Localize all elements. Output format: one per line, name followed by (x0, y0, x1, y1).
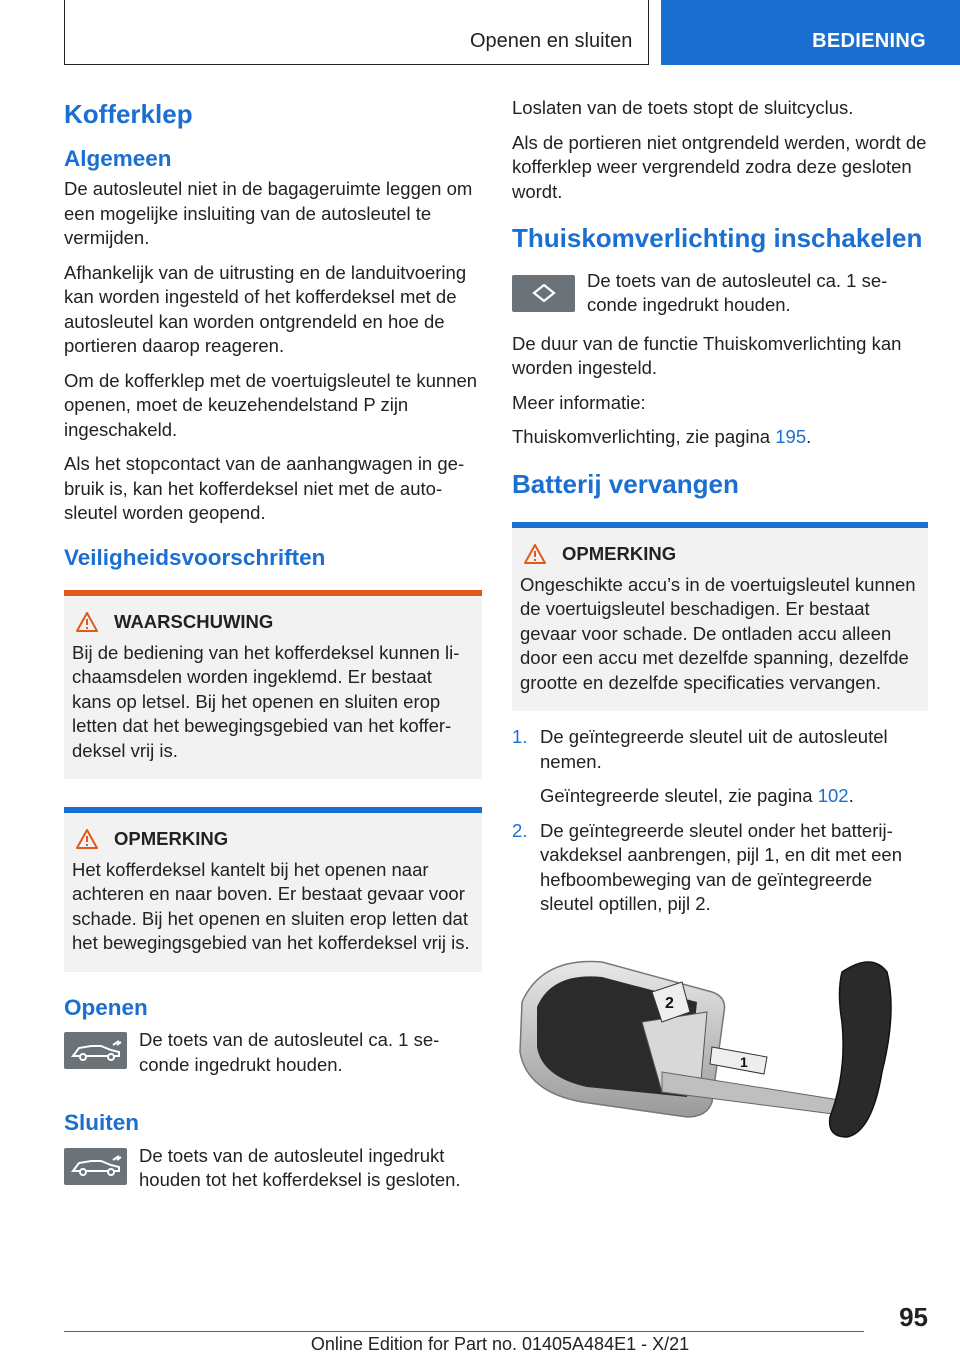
note-label: OPMERKING (114, 828, 229, 849)
page-link-195[interactable]: 195 (775, 426, 807, 447)
heading-algemeen: Algemeen (64, 145, 172, 171)
step-number: 1. (512, 726, 528, 747)
warning-triangle-icon (76, 612, 98, 632)
footer-edition: Online Edition for Part no. 01405A484E1 - X/21 (310, 1334, 690, 1354)
key-battery-illustration (512, 952, 928, 1152)
heading-sluiten: Sluiten (64, 1110, 140, 1135)
paragraph: Om de kofferklep met de voertuigsleutel te kunnen openen, moet de keuzehendelstand P zijn ingeschakeld. (64, 369, 478, 440)
paragraph: Als de portieren niet ontgrendeld werden, wordt de kofferklep weer vergrendeld zodra deze gesloten wordt. (512, 131, 927, 202)
step-number: 2. (512, 819, 528, 841)
cross-reference: Geïntegreerde sleutel, zie pagina 102. (540, 785, 854, 806)
list-item (512, 819, 928, 917)
note-text: Het kofferdeksel kantelt bij het openen naar achteren en naar boven. Er bestaat gevaar voor schade. Bij het openen en sluiten erop letten dat het bewegingsgebied van het kofferdeksel vrij is. (72, 858, 470, 953)
cross-reference: Thuiskomverlichting, zie pagina 195. (512, 426, 812, 447)
arrow-1-icon (710, 1047, 767, 1074)
paragraph: Meer informatie: (512, 391, 646, 413)
paragraph: De duur van de functie Thuiskomverlichting kan worden ingesteld. (512, 332, 902, 378)
note-triangle-icon (524, 544, 546, 564)
section-title-thuiskomverlichting: Thuiskomverlichting inschakelen (512, 223, 923, 253)
section-title-kofferklep: Kofferklep (64, 99, 193, 129)
svg-text:2: 2 (665, 995, 674, 1012)
openen-text: De toets van de autosleutel ca. 1 seconde ingedrukt houden. (139, 1029, 440, 1075)
note-text: Ongeschikte accu’s in de voertuigsleutel kunnen de voertuigsleutel beschadigen. Er bestaat gevaar voor schade. De ontladen accu alleen door een accu met dezelfde spanning, dezelfde grootte en dezelfde specificaties vervangen. (520, 573, 916, 693)
right-column (512, 96, 928, 927)
note-box-battery (512, 522, 928, 711)
page-number: 95 (899, 1302, 928, 1332)
sluiten-instruction (64, 1144, 482, 1193)
thuiskom-instruction (512, 269, 928, 318)
paragraph: Als het stopcontact van de aanhangwagen in gebruik is, kan het kofferdeksel niet met de autosleutel worden geopend. (64, 453, 465, 523)
page-link-102[interactable]: 102 (817, 785, 849, 806)
sluiten-text: De toets van de autosleutel ingedrukt houden tot het kofferdeksel is gesloten. (139, 1144, 461, 1190)
warning-text: Bij de bediening van het kofferdeksel kunnen lichaamsdelen worden ingeklemd. Er bestaat kans op letsel. Bij het openen en sluiten erop letten dat het bewegingsgebied van het kofferdeksel vrij is. (72, 641, 460, 761)
note-triangle-icon (76, 829, 98, 849)
svg-text:1: 1 (740, 1054, 748, 1070)
heading-openen: Openen (64, 994, 148, 1020)
paragraph: De autosleutel niet in de bagageruimte leggen om een mogelijke insluiting van de autosleutel te vermijden. (64, 178, 473, 248)
home-light-button-icon (512, 275, 575, 312)
thuiskom-icon-text: De toets van de autosleutel ca. 1 seconde ingedrukt houden. (587, 269, 888, 315)
footer-rule (64, 1331, 864, 1332)
step-text: De geïntegreerde sleutel onder het batterijvakdeksel aanbrengen, pijl 1, en dit met een hefboombeweging van de geïntegreerde sleutel optillen, pijl 2. (540, 819, 903, 914)
step-list (512, 725, 928, 917)
section-title-batterij: Batterij vervangen (512, 468, 739, 499)
left-column (64, 96, 482, 1207)
paragraph: Loslaten van de toets stopt de sluitcyclus. (512, 97, 854, 118)
step-text: De geïntegreerde sleutel uit de autosleutel nemen. (540, 726, 888, 772)
list-item (512, 725, 928, 809)
header-section-title: Openen en sluiten (470, 30, 633, 52)
trunk-open-button-icon (64, 1032, 127, 1069)
note-box (64, 807, 482, 972)
warning-box (64, 590, 482, 779)
trunk-close-button-icon (64, 1148, 127, 1185)
heading-veiligheidsvoorschriften: Veiligheidsvoorschriften (64, 544, 326, 570)
paragraph: Afhankelijk van de uitrusting en de landuitvoering kan worden ingesteld of het kofferdeksel met de autosleutel kan worden ontgrendeld en hoe de portieren daarop reageren. (64, 261, 467, 356)
warning-label: WAARSCHUWING (114, 611, 274, 632)
header-chapter-tab: BEDIENING (661, 0, 960, 65)
openen-instruction (64, 1028, 482, 1077)
note-label: OPMERKING (562, 543, 677, 564)
